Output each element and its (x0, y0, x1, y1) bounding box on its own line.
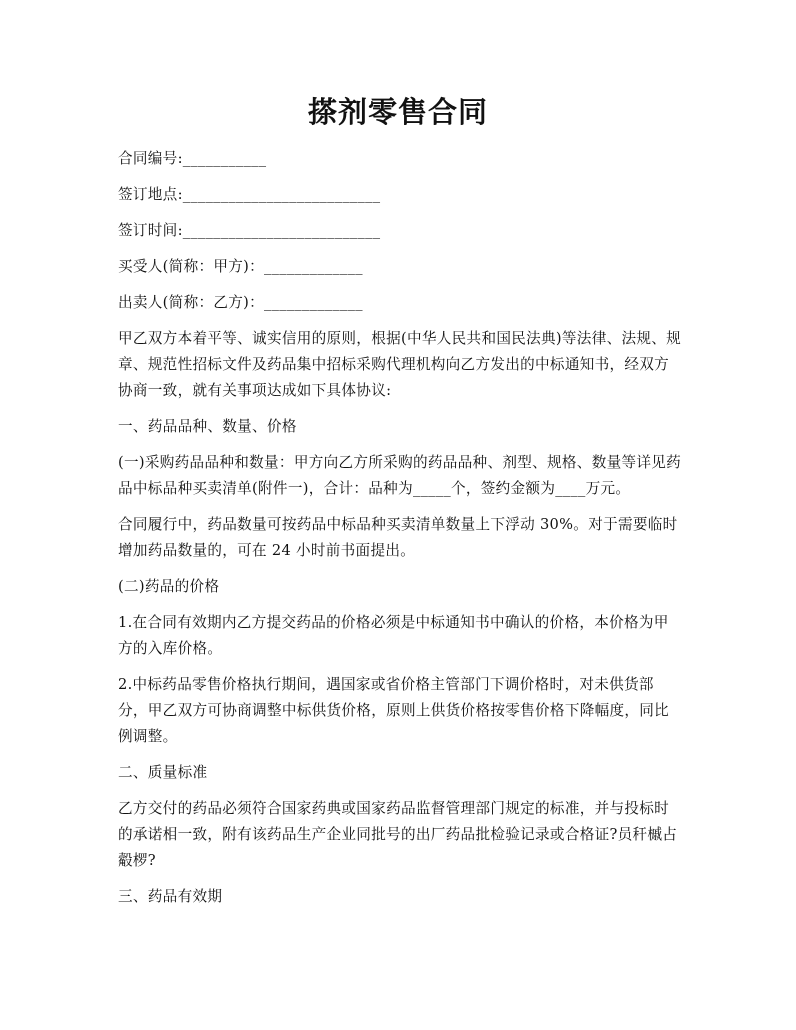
clause-paragraph: (一)采购药品品种和数量：甲方向乙方所采购的药品品种、剂型、规格、数量等详见药品中标品种买卖清单(附件一)，合计：品种为_____个，签约金额为____万元。 (118, 454, 682, 497)
section-heading-2: 二、质量标准 (118, 764, 208, 781)
section-heading-1: 一、药品品种、数量、价格 (118, 418, 297, 435)
preamble-paragraph: 甲乙双方本着平等、诚实信用的原则，根据(中华人民共和国民法典)等法律、法规、规章、规范性招标文件及药品集中招标采购代理机构向乙方发出的中标通知书，经双方协商一致，就有关事项达成如下具体协议: (118, 330, 682, 399)
clause-paragraph: 乙方交付的药品必须符合国家药典或国家药品监督管理部门规定的标准，并与投标时的承诺相一致，附有该药品生产企业同批号的出厂药品批检验记录或合格证?员秆槭占觳椤? (118, 800, 678, 869)
seller-field: 出卖人(简称：乙方)：_____________ (118, 294, 363, 311)
section-heading-3: 三、药品有效期 (118, 888, 223, 905)
clause-paragraph: 合同履行中，药品数量可按药品中标品种买卖清单数量上下浮动 30%。对于需要临时增加药品数量的，可在 24 小时前书面提出。 (118, 516, 678, 559)
document-title: 搽剂零售合同 (307, 95, 488, 129)
clause-paragraph: 1.在合同有效期内乙方提交药品的价格必须是中标通知书中确认的价格，本价格为甲方的入库价格。 (118, 614, 669, 657)
clause-paragraph: 2.中标药品零售价格执行期间，遇国家或省价格主管部门下调价格时，对未供货部分，甲乙双方可协商调整中标供货价格，原则上供货价格按零售价格下降幅度，同比例调整。 (118, 676, 670, 745)
buyer-field: 买受人(简称：甲方)：_____________ (118, 258, 363, 275)
document-body (118, 146, 683, 920)
contract-number-field: 合同编号:___________ (118, 150, 267, 167)
signing-time-field: 签订时间:__________________________ (118, 222, 381, 239)
signing-place-field: 签订地点:__________________________ (118, 186, 381, 203)
subsection-heading: (二)药品的价格 (118, 578, 220, 595)
